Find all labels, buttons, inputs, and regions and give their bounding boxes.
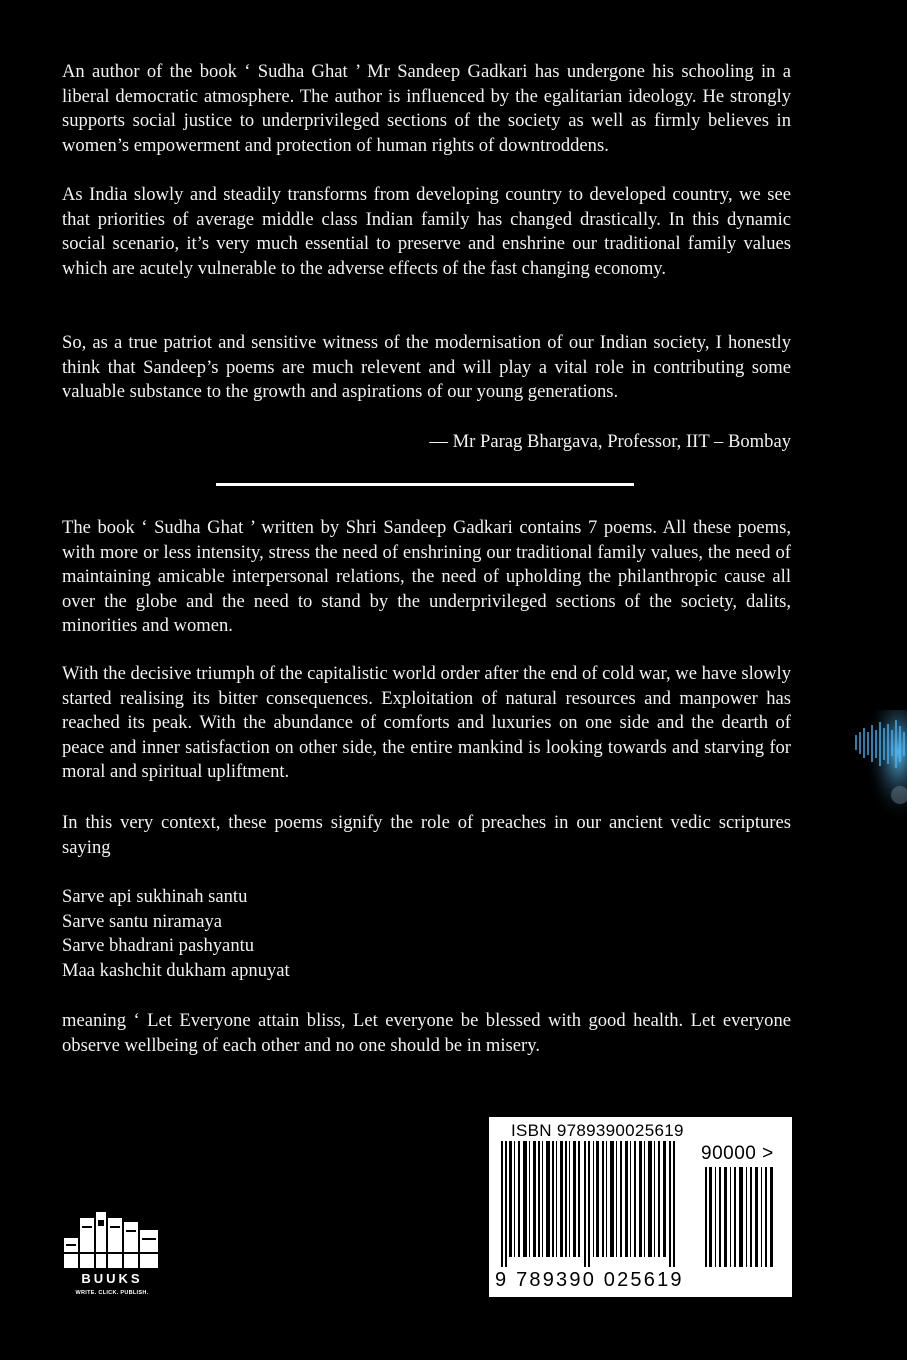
review-paragraph-1: An author of the book ‘ Sudha Ghat ’ Mr Sandeep Gadkari has undergone his schooling in a liberal democratic atmosphere. The author is influenced by the egalitarian ideology. He strongly supports social justice to underprivileged sections of the society as well as firmly believes in women’s empowerment and protection of human rights of downtroddens. <box>62 61 791 156</box>
verse-line: Maa kashchit dukham apnuyat <box>62 959 290 981</box>
description-paragraph-4: meaning ‘ Let Everyone attain bliss, Let everyone be blessed with good health. Let everyone observe wellbeing of each other and no one should be in misery. <box>62 1010 791 1056</box>
barcode-digits: 9 789390 025619 <box>495 1269 684 1291</box>
review-paragraph-2: As India slowly and steadily transforms from developing country to developed country, we see that priorities of average middle class Indian family has changed drastically. In this dynamic social scenario, it’s very much essential to preserve and enshrine our traditional family values which are acutely vulnerable to the adverse effects of the fast changing economy. <box>62 184 791 279</box>
books-stack-icon <box>62 1208 162 1270</box>
description-paragraph-2: With the decisive triumph of the capitalistic world order after the end of cold war, we have slowly started realising its bitter consequences. Exploitation of natural resources and manpower has reached its peak. With the abundance of comforts and luxuries on one side and the dearth of peace and inner satisfaction on other side, the entire mankind is looking towards and starving for moral and spiritual upliftment. <box>62 663 791 782</box>
isbn-label: ISBN 9789390025619 <box>511 1121 684 1140</box>
review-attribution: — Mr Parag Bhargava, Professor, IIT – Bombay <box>429 431 791 452</box>
verse-line: Sarve api sukhinah santu <box>62 886 248 907</box>
addon-barcode-bars <box>705 1167 777 1267</box>
sanskrit-verse <box>62 885 290 983</box>
price-code: 90000 > <box>701 1143 774 1164</box>
isbn-barcode <box>489 1117 792 1297</box>
publisher-tagline: WRITE. CLICK. PUBLISH. <box>75 1290 149 1296</box>
review-paragraph-3: So, as a true patriot and sensitive witness of the modernisation of our Indian society, I honestly think that Sandeep’s poems are much relevent and will play a vital role in contributing some valuable substance to the growth and aspirations of our young generations. <box>62 332 791 402</box>
verse-line: Sarve santu niramaya <box>62 910 223 932</box>
publisher-name: BUUKS <box>81 1271 143 1286</box>
sound-wave-glow <box>850 710 907 830</box>
verse-line: Sarve bhadrani pashyantu <box>62 935 255 956</box>
publisher-logo <box>62 1208 162 1300</box>
description-paragraph-1: The book ‘ Sudha Ghat ’ written by Shri Sandeep Gadkari contains 7 poems. All these poems, with more or less intensity, stress the need of enshrining our traditional family values, the need of maintaining amicable interpersonal relations, the need of upholding the philanthropic cause all over the globe and the need to stand by the underprivileged sections of the society, dalits, minorities and women. <box>62 517 791 636</box>
description-paragraph-3: In this very context, these poems signify the role of preaches in our ancient vedic scriptures saying <box>62 812 791 858</box>
section-divider <box>216 483 634 486</box>
main-barcode-bars <box>497 1141 687 1267</box>
